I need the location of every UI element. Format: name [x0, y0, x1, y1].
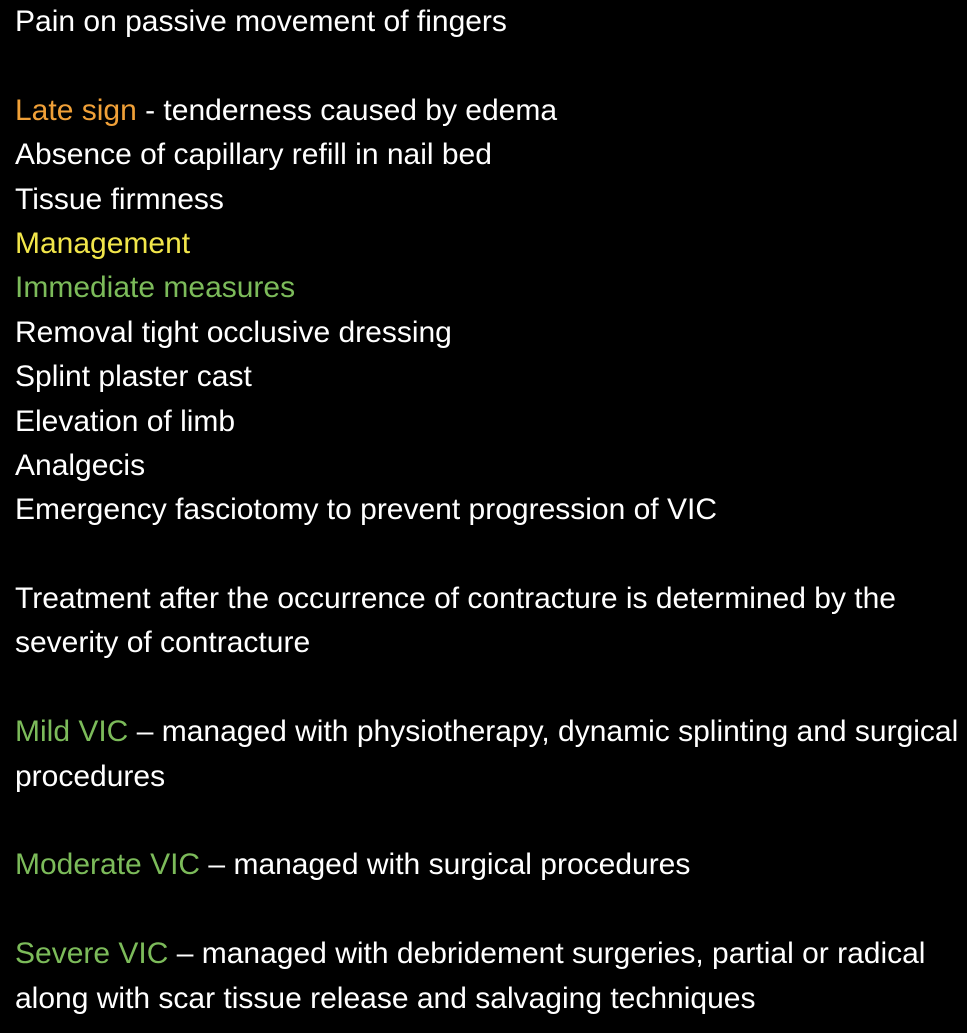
late-sign-line — [15, 89, 959, 133]
immediate-measures-heading: Immediate measures — [15, 271, 296, 305]
fasciotomy-line: Emergency fasciotomy to prevent progression of VIC — [15, 493, 717, 527]
capillary-line: Absence of capillary refill in nail bed — [15, 138, 492, 172]
removal-line: Removal tight occlusive dressing — [15, 315, 452, 349]
elevation-line: Elevation of limb — [15, 404, 236, 438]
mild-vic-paragraph — [15, 710, 959, 799]
moderate-vic-line — [15, 843, 959, 887]
analgecis-line: Analgecis — [15, 448, 146, 482]
moderate-vic-text: – managed with surgical procedures — [200, 848, 691, 882]
spacer — [15, 533, 959, 577]
moderate-vic-label: Moderate VIC — [15, 848, 201, 882]
severe-vic-text: – managed with debridement surgeries, partial or radical along with scar tissue release and salvaging techniques — [15, 937, 926, 1015]
spacer — [15, 666, 959, 710]
mild-vic-label: Mild VIC — [15, 715, 129, 749]
severe-vic-paragraph — [15, 932, 959, 1021]
severe-vic-label: Severe VIC — [15, 937, 169, 971]
splint-line: Splint plaster cast — [15, 360, 252, 394]
spacer — [15, 888, 959, 932]
firmness-line: Tissue firmness — [15, 182, 224, 216]
treatment-paragraph: Treatment after the occurrence of contracture is determined by the severity of contracture — [15, 582, 896, 660]
spacer — [15, 44, 959, 88]
pain-line: Pain on passive movement of fingers — [15, 5, 507, 38]
late-sign-text: - tenderness caused by edema — [136, 93, 558, 127]
late-sign-label: Late sign — [15, 93, 137, 127]
management-heading: Management — [15, 226, 191, 260]
spacer — [15, 799, 959, 843]
mild-vic-text: – managed with physiotherapy, dynamic splinting and surgical procedures — [15, 715, 959, 793]
